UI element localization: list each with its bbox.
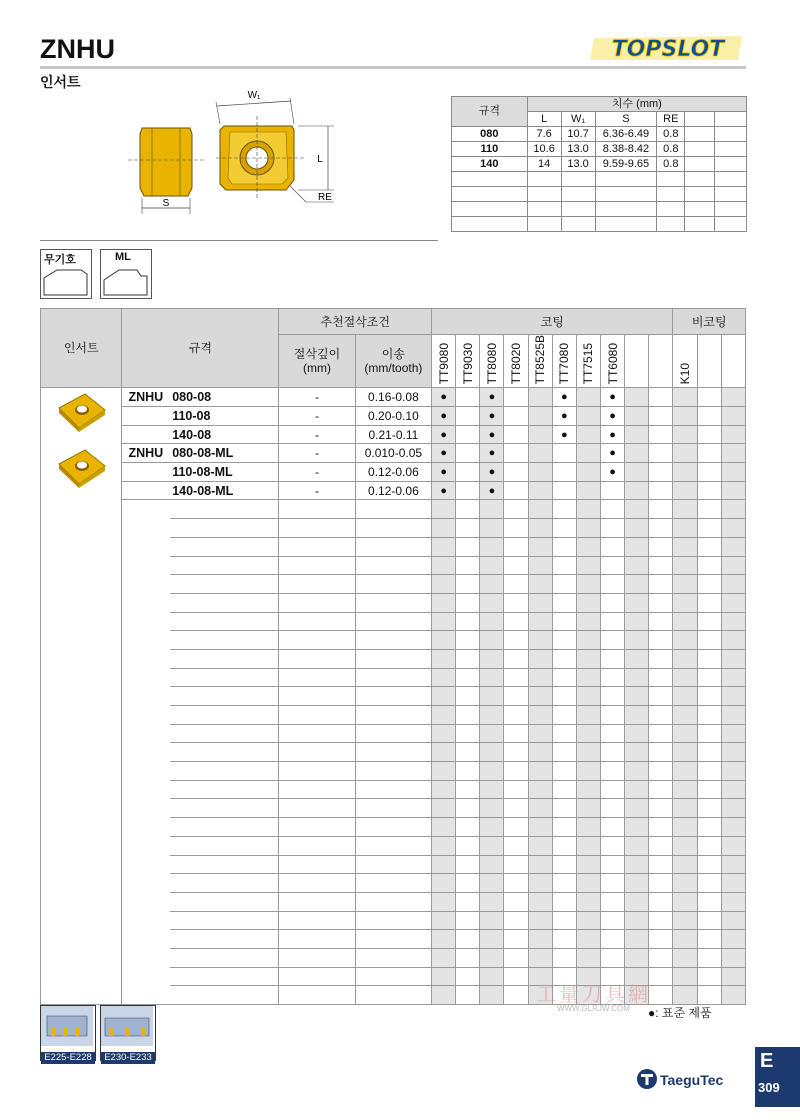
- drawing-divider: [40, 240, 438, 241]
- empty-row: [41, 911, 746, 930]
- cut-depth: -: [279, 481, 355, 500]
- dims-col-w1: W₁: [561, 112, 595, 127]
- topslot-logo: [588, 30, 748, 66]
- standard-mark: ●: [480, 407, 504, 426]
- grade-tt7515: TT7515: [581, 343, 596, 385]
- page-subtitle: 인서트: [40, 74, 81, 90]
- empty-row: [41, 743, 746, 762]
- spec-code: 080-08: [170, 388, 279, 407]
- dims-col-re: RE: [657, 112, 685, 127]
- col-uncoated-header: 비코팅: [673, 309, 746, 335]
- dim-w1-label: W₁: [247, 90, 261, 101]
- standard-mark: ●: [552, 388, 576, 407]
- legend-standard: ●: 표준 제품: [648, 1006, 712, 1020]
- table-row: [41, 463, 746, 482]
- dim-l-label: L: [317, 154, 323, 165]
- spec-code: 140-08: [170, 425, 279, 444]
- feed-rate: 0.12-0.06: [355, 481, 431, 500]
- standard-mark: ●: [480, 444, 504, 463]
- title-divider: [40, 66, 746, 69]
- standard-mark: ●: [480, 463, 504, 482]
- standard-mark: ●: [600, 407, 624, 426]
- watermark-url: WWW.GLRJW.COM: [557, 1004, 630, 1013]
- geometry-none-box: [40, 249, 92, 299]
- feed-rate: 0.21-0.11: [355, 425, 431, 444]
- insert-photo: [41, 388, 122, 444]
- empty-row: [41, 706, 746, 725]
- empty-row: [41, 818, 746, 837]
- grade-k10: K10: [678, 363, 693, 385]
- cut-depth: -: [279, 444, 355, 463]
- spec-code: 140-08-ML: [170, 481, 279, 500]
- standard-mark: ●: [552, 407, 576, 426]
- empty-row: [41, 874, 746, 893]
- dim-s-label: S: [162, 198, 170, 209]
- standard-mark: ●: [432, 407, 456, 426]
- grade-tt8080: TT8080: [484, 343, 499, 385]
- standard-mark: ●: [552, 425, 576, 444]
- empty-row: [41, 519, 746, 538]
- empty-row: [41, 556, 746, 575]
- col-feed-header: 이송 (mm/tooth): [355, 335, 431, 388]
- table-row: [41, 407, 746, 426]
- cut-depth: -: [279, 388, 355, 407]
- insert-grade-table: [40, 308, 746, 1005]
- dims-col-l: L: [527, 112, 561, 127]
- col-spec-header: 규격: [122, 309, 279, 388]
- spec-prefix: ZNHU: [122, 444, 170, 463]
- standard-mark: ●: [600, 463, 624, 482]
- feed-rate: 0.20-0.10: [355, 407, 431, 426]
- empty-row: [41, 649, 746, 668]
- ref-thumbnail-1[interactable]: [40, 1005, 96, 1061]
- insert-drawing: [120, 86, 350, 216]
- table-row: [41, 444, 746, 463]
- dims-size-header: 치수 (mm): [527, 97, 746, 112]
- standard-mark: ●: [432, 481, 456, 500]
- empty-row: [41, 631, 746, 650]
- col-insert-header: 인서트: [41, 309, 122, 388]
- empty-row: [41, 612, 746, 631]
- standard-mark: ●: [480, 388, 504, 407]
- empty-row: [41, 836, 746, 855]
- geometry-ml-label: ML: [115, 251, 131, 263]
- dims-row: 110 10.6 13.0 8.38-8.42 0.8: [452, 142, 747, 157]
- spec-code: 110-08-ML: [170, 463, 279, 482]
- table-row: [41, 481, 746, 500]
- standard-mark: ●: [432, 463, 456, 482]
- dims-row: 140 14 13.0 9.59-9.65 0.8: [452, 157, 747, 172]
- standard-mark: ●: [432, 388, 456, 407]
- grade-tt9080: TT9080: [436, 343, 451, 385]
- dims-col-s: S: [595, 112, 657, 127]
- empty-row: [41, 668, 746, 687]
- empty-row: [41, 537, 746, 556]
- standard-mark: ●: [600, 425, 624, 444]
- dim-re-label: RE: [318, 192, 332, 203]
- company-name: TaeguTec: [660, 1072, 724, 1088]
- empty-row: [41, 780, 746, 799]
- table-row: [41, 388, 746, 407]
- empty-row: [41, 855, 746, 874]
- col-conditions-header: 추천절삭조건: [279, 309, 432, 335]
- feed-rate: 0.010-0.05: [355, 444, 431, 463]
- insert-icon: [51, 444, 111, 492]
- empty-row: [41, 930, 746, 949]
- empty-row: [41, 892, 746, 911]
- cut-depth: -: [279, 463, 355, 482]
- empty-row: [41, 724, 746, 743]
- section-letter: E: [760, 1050, 774, 1072]
- geometry-none-label: 무기호: [44, 254, 76, 266]
- page-number: 309: [758, 1080, 780, 1095]
- cut-depth: -: [279, 425, 355, 444]
- geometry-ml-box: [100, 249, 152, 299]
- taegutec-logo-icon: [636, 1068, 658, 1090]
- ref-label-1: E225-E228: [41, 1052, 95, 1064]
- grade-tt8020: TT8020: [509, 343, 524, 385]
- col-coating-header: 코팅: [432, 309, 673, 335]
- empty-row: [41, 575, 746, 594]
- cut-depth: -: [279, 407, 355, 426]
- page-title: ZNHU: [40, 34, 115, 64]
- standard-mark: ●: [600, 388, 624, 407]
- standard-mark: ●: [480, 425, 504, 444]
- dimensions-table: [451, 96, 747, 232]
- spec-prefix: ZNHU: [122, 388, 170, 407]
- feed-rate: 0.16-0.08: [355, 388, 431, 407]
- ref-thumbnail-2[interactable]: [100, 1005, 156, 1061]
- dims-spec-header: 규격: [452, 97, 528, 127]
- grade-tt9030: TT9030: [460, 343, 475, 385]
- chipbreaker-ml-icon: [103, 266, 149, 296]
- standard-mark: ●: [480, 481, 504, 500]
- grade-tt8525b: TT8525B: [533, 335, 548, 385]
- spec-code: 110-08: [170, 407, 279, 426]
- insert-icon: [51, 388, 111, 436]
- standard-mark: ●: [600, 444, 624, 463]
- empty-row: [41, 799, 746, 818]
- dims-row: 080 7.6 10.7 6.36-6.49 0.8: [452, 127, 747, 142]
- standard-mark: ●: [432, 444, 456, 463]
- cutter-icon: [101, 1006, 153, 1046]
- chipbreaker-none-icon: [43, 266, 89, 296]
- empty-row: [41, 687, 746, 706]
- ref-label-2: E230-E233: [101, 1052, 155, 1064]
- spec-code: 080-08-ML: [170, 444, 279, 463]
- cutter-icon: [41, 1006, 93, 1046]
- standard-mark: ●: [432, 425, 456, 444]
- grade-tt6080: TT6080: [605, 343, 620, 385]
- watermark: 工量刀具網: [536, 984, 651, 1006]
- empty-row: [41, 948, 746, 967]
- brand-text: TOPSLOT: [611, 37, 725, 62]
- empty-row: [41, 500, 746, 519]
- table-row: [41, 425, 746, 444]
- grade-tt7080: TT7080: [557, 343, 572, 385]
- insert-photo: [41, 444, 122, 500]
- empty-row: [41, 593, 746, 612]
- col-depth-header: 절삭깊이 (mm): [279, 335, 355, 388]
- empty-row: [41, 762, 746, 781]
- feed-rate: 0.12-0.06: [355, 463, 431, 482]
